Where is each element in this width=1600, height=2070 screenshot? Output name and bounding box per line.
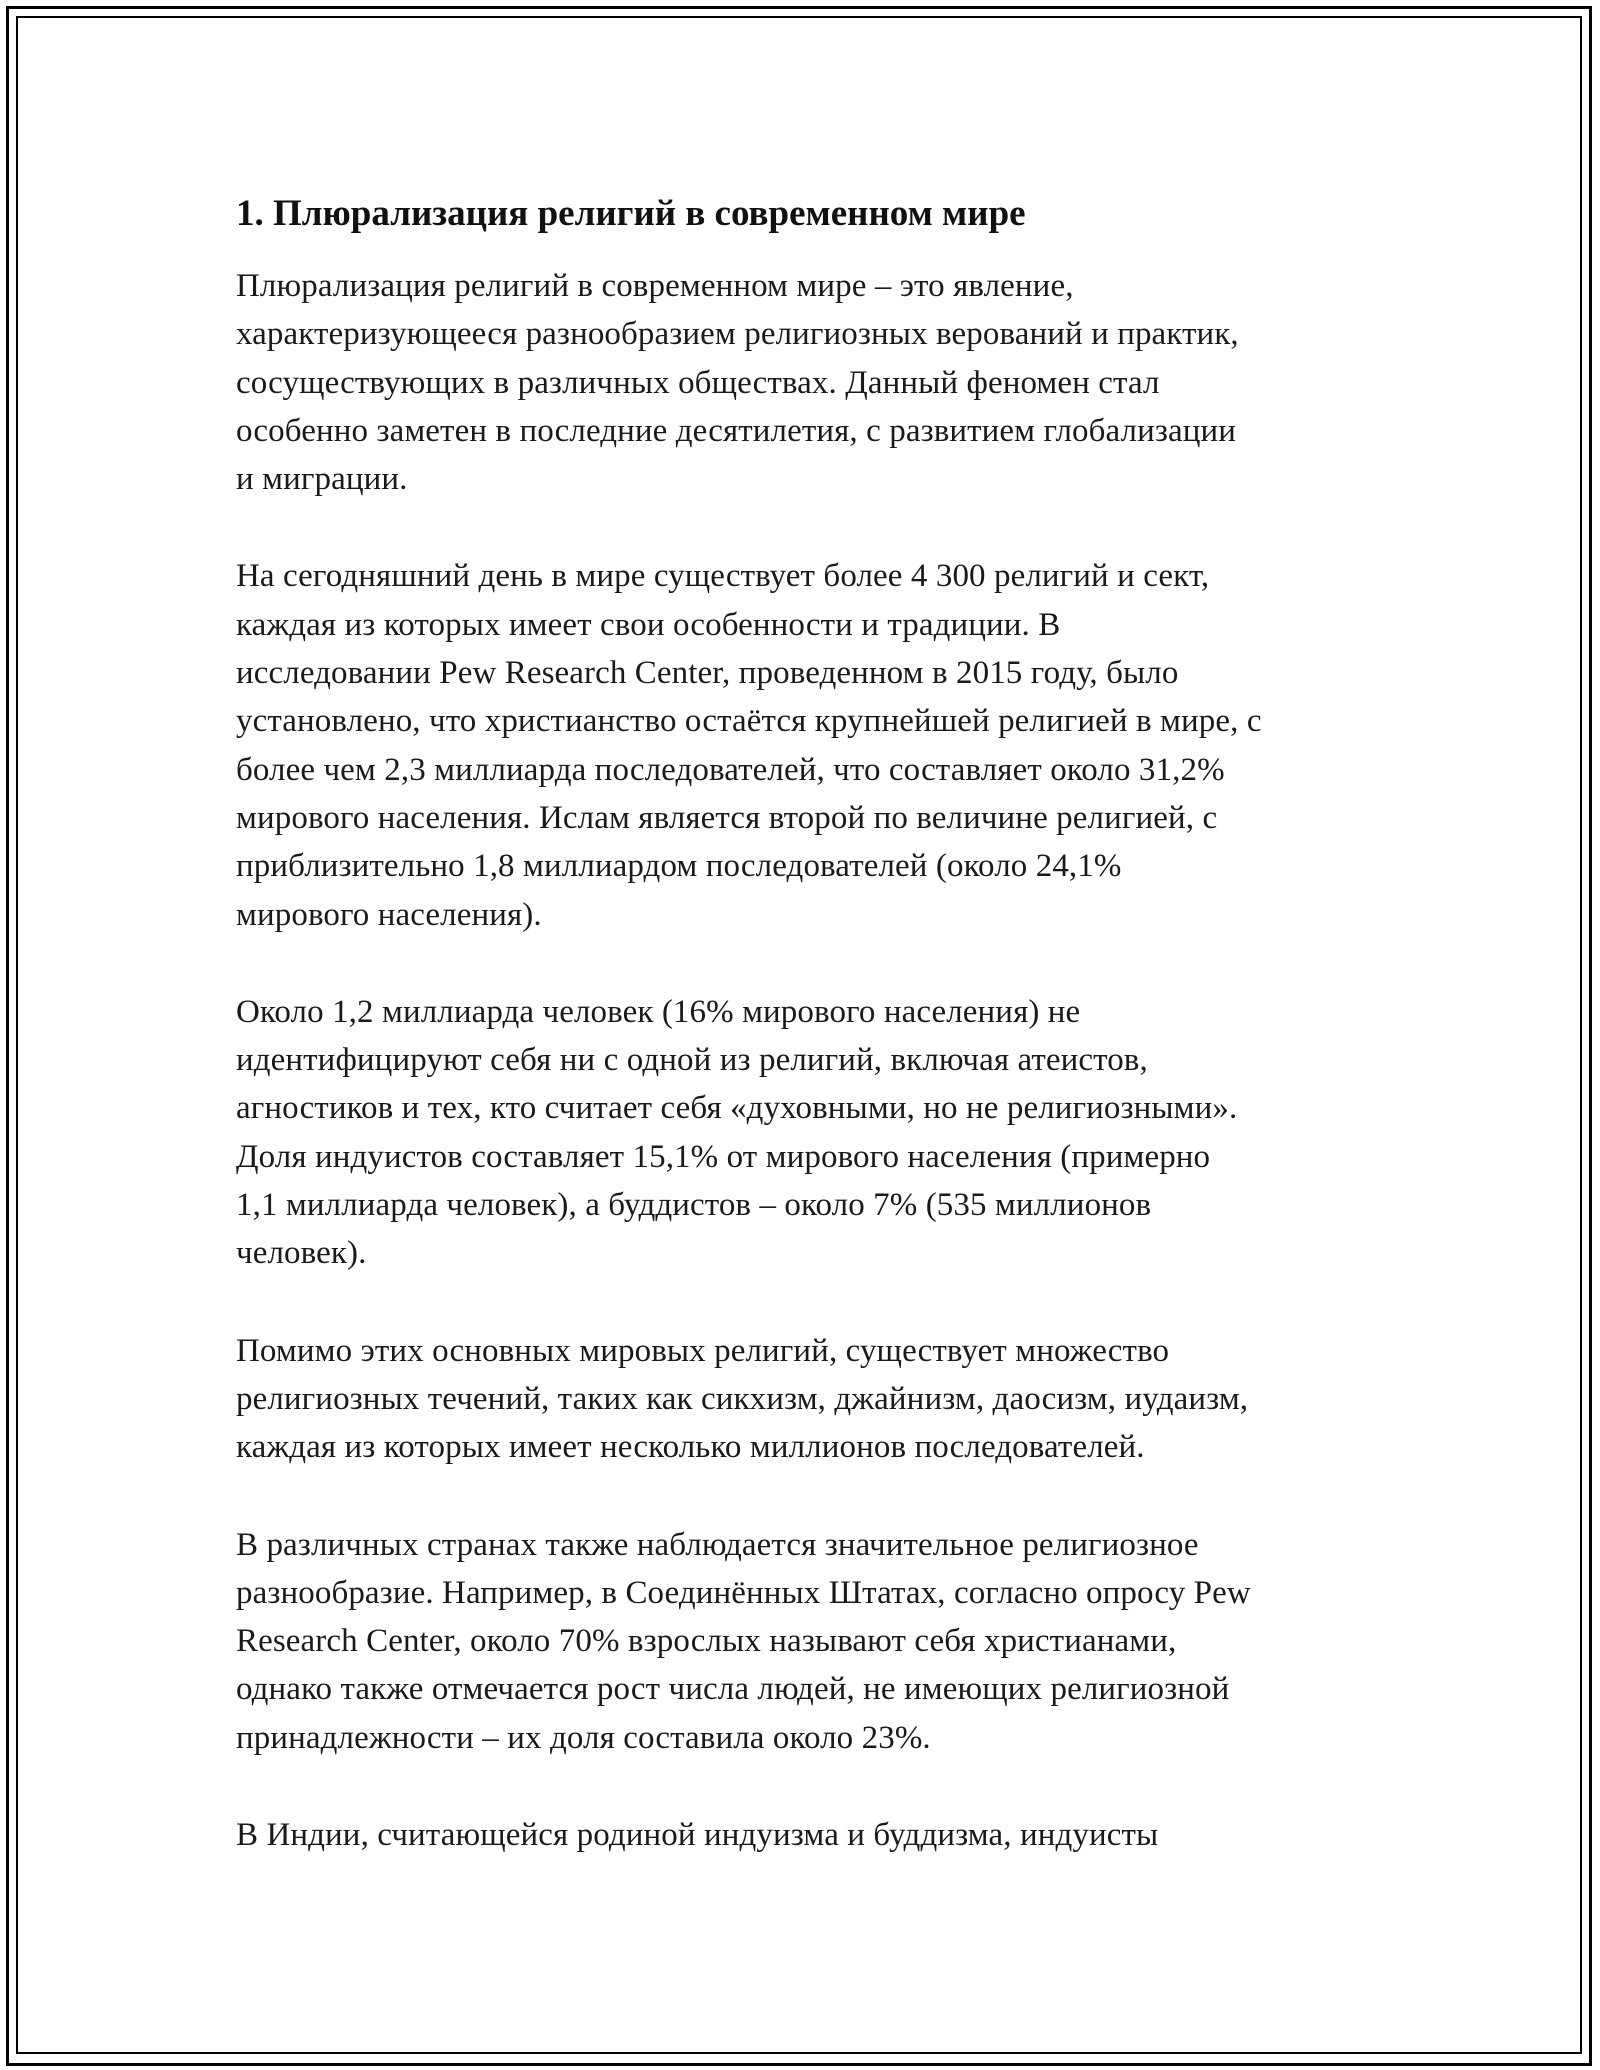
text-line: Помимо этих основных мировых религий, существует множество: [236, 1332, 1170, 1369]
section-heading: 1. Плюрализация религий в современном мире: [236, 193, 1026, 234]
document-body: [236, 188, 1406, 1908]
text-line: каждая из которых имеет несколько миллионов последователей.: [236, 1429, 1145, 1466]
paragraph-world-religions: [236, 552, 1406, 938]
text-line: человек).: [236, 1235, 367, 1272]
text-line: особенно заметен в последние десятилетия, с развитием глобализации: [236, 412, 1237, 449]
text-line: установлено, что христианство остаётся крупнейшей религией в мире, с: [236, 703, 1262, 740]
paragraph-intro: [236, 262, 1406, 503]
text-line: характеризующееся разнообразием религиозных верований и практик,: [236, 316, 1239, 353]
text-line: однако также отмечается рост числа людей, не имеющих религиозной: [236, 1671, 1230, 1708]
text-line: В Индии, считающейся родиной индуизма и буддизма, индуисты: [236, 1817, 1159, 1854]
text-line: На сегодняшний день в мире существует более 4 300 религий и сект,: [236, 558, 1210, 595]
text-line: приблизительно 1,8 миллиардом последователей (около 24,1%: [236, 848, 1122, 885]
text-line: исследовании Pew Research Center, проведенном в 2015 году, было: [236, 655, 1179, 692]
text-line: и миграции.: [236, 461, 408, 498]
text-line: агностиков и тех, кто считает себя «духовными, но не религиозными».: [236, 1090, 1238, 1127]
text-line: религиозных течений, таких как сикхизм, джайнизм, даосизм, иудаизм,: [236, 1380, 1249, 1417]
text-line: Плюрализация религий в современном мире – это явление,: [236, 268, 1074, 304]
paragraph-other-religions: [236, 1327, 1406, 1472]
text-line: В различных странах также наблюдается значительное религиозное: [236, 1526, 1199, 1563]
paragraph-country-diversity: [236, 1521, 1406, 1762]
text-line: Около 1,2 миллиарда человек (16% мирового населения) не: [236, 993, 1081, 1030]
text-line: разнообразие. Например, в Соединённых Штатах, согласно опросу Pew: [236, 1574, 1251, 1611]
text-line: мирового населения).: [236, 896, 542, 933]
text-line: 1,1 миллиарда человек), а буддистов – около 7% (535 миллионов: [236, 1187, 1152, 1224]
text-line: более чем 2,3 миллиарда последователей, что составляет около 31,2%: [236, 751, 1225, 788]
text-line: идентифицируют себя ни с одной из религий, включая атеистов,: [236, 1042, 1148, 1079]
text-line: принадлежности – их доля составила около 23%.: [236, 1719, 931, 1756]
paragraph-non-religious: [236, 988, 1406, 1278]
paragraph-india: [236, 1811, 1406, 1859]
text-line: каждая из которых имеет свои особенности и традиции. В: [236, 606, 1061, 643]
text-line: сосуществующих в различных обществах. Данный феномен стал: [236, 364, 1160, 401]
text-line: мирового населения. Ислам является второй по величине религией, с: [236, 799, 1218, 836]
text-line: Research Center, около 70% взрослых называют себя христианами,: [236, 1623, 1177, 1660]
text-line: Доля индуистов составляет 15,1% от мирового населения (примерно: [236, 1138, 1211, 1175]
